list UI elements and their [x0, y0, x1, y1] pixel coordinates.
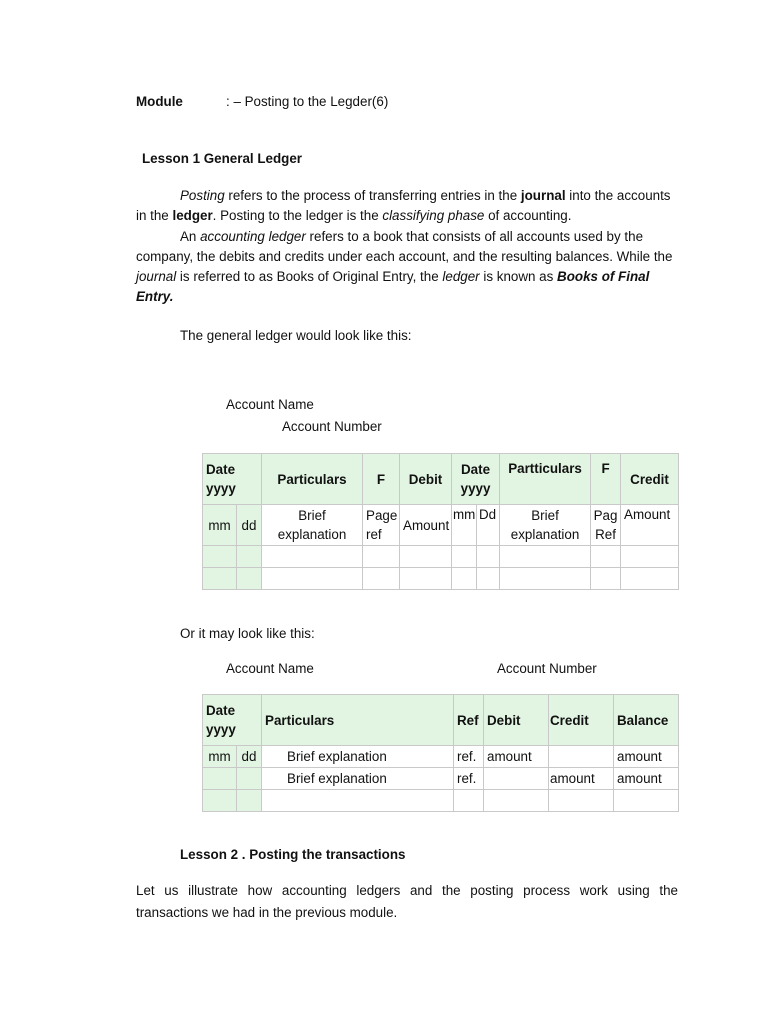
cell-mm: mm	[203, 746, 237, 768]
table-header-row	[203, 695, 679, 746]
header-year: yyyy	[206, 481, 236, 496]
table-row	[203, 546, 679, 568]
table-row	[203, 505, 679, 546]
alt-intro: Or it may look like this:	[180, 626, 315, 641]
table-row	[203, 790, 679, 812]
t1-account-name: Account Name	[226, 397, 314, 412]
t2-account-name: Account Name	[226, 661, 314, 676]
lesson1-body	[136, 186, 678, 308]
cell-mm: mm	[203, 505, 237, 546]
cell-debit: amount	[484, 746, 549, 768]
lesson2-body	[136, 880, 678, 924]
module-title: : – Posting to the Legder(6)	[226, 94, 389, 109]
header-folio: F	[363, 454, 400, 505]
table-header-row	[203, 454, 679, 505]
header-balance: Balance	[614, 695, 679, 746]
header-debit: Debit	[484, 695, 549, 746]
cell-dd: dd	[237, 746, 262, 768]
header-date: Date	[206, 703, 236, 718]
cell-ref: ref.	[454, 746, 484, 768]
cell-credit: amount	[549, 768, 614, 790]
t1-account-number: Account Number	[282, 419, 382, 434]
header-folio-2: F	[591, 454, 621, 505]
cell-brief: Brief explanation	[262, 505, 363, 546]
module-label: Module	[136, 94, 183, 109]
cell-particulars: Brief explanation	[262, 746, 454, 768]
cell-mm	[203, 768, 237, 790]
ledger-intro: The general ledger would look like this:	[180, 328, 412, 343]
cell-particulars: Brief explanation	[262, 768, 454, 790]
lesson1-title: Lesson 1 General Ledger	[142, 151, 303, 166]
cell-page-ref: Page ref	[363, 505, 400, 546]
header-debit: Debit	[400, 454, 452, 505]
cell-credit	[549, 746, 614, 768]
cell-balance: amount	[614, 746, 679, 768]
lesson2-title: Lesson 2 . Posting the transactions	[180, 847, 406, 862]
cell-amount: Amount	[400, 505, 452, 546]
cell-amount-2: Amount	[621, 505, 679, 546]
general-ledger-table-1	[202, 453, 679, 590]
general-ledger-table-2	[202, 694, 679, 812]
cell-dd-2: Dd	[477, 505, 500, 546]
ledger-paragraph: An accounting ledger refers to a book that consists of all accounts used by the company, the debits and credits under each account, and the resulting balances. While the journal is referred to as Books of Original Entry, the ledger is known as Books of Final Entry.	[136, 228, 673, 305]
cell-pag-ref: Pag Ref	[591, 505, 621, 546]
header-credit: Credit	[621, 454, 679, 505]
cell-balance: amount	[614, 768, 679, 790]
header-particulars: Particulars	[262, 695, 454, 746]
header-credit: Credit	[549, 695, 614, 746]
header-particulars-2: Partticulars	[500, 454, 591, 505]
header-particulars: Particulars	[262, 454, 363, 505]
table-row	[203, 568, 679, 590]
header-date-2: Date	[461, 462, 491, 477]
cell-ref: ref.	[454, 768, 484, 790]
posting-paragraph: Posting refers to the process of transferring entries in the journal into the accounts in the ledger. Posting to the ledger is the classifying phase of accounting.	[136, 188, 671, 224]
header-year-2: yyyy	[460, 481, 491, 496]
cell-dd	[237, 768, 262, 790]
cell-brief-2: Brief explanation	[500, 505, 591, 546]
header-year: yyyy	[206, 722, 236, 737]
header-date: Date	[206, 462, 236, 477]
t2-account-number: Account Number	[497, 661, 597, 676]
cell-dd: dd	[237, 505, 262, 546]
cell-mm-2: mm	[452, 505, 477, 546]
header-ref: Ref	[454, 695, 484, 746]
table-row	[203, 746, 679, 768]
lesson2-paragraph: Let us illustrate how accounting ledgers and the posting process work using the transactions we had in the previous module.	[136, 883, 678, 920]
cell-debit	[484, 768, 549, 790]
table-row	[203, 768, 679, 790]
